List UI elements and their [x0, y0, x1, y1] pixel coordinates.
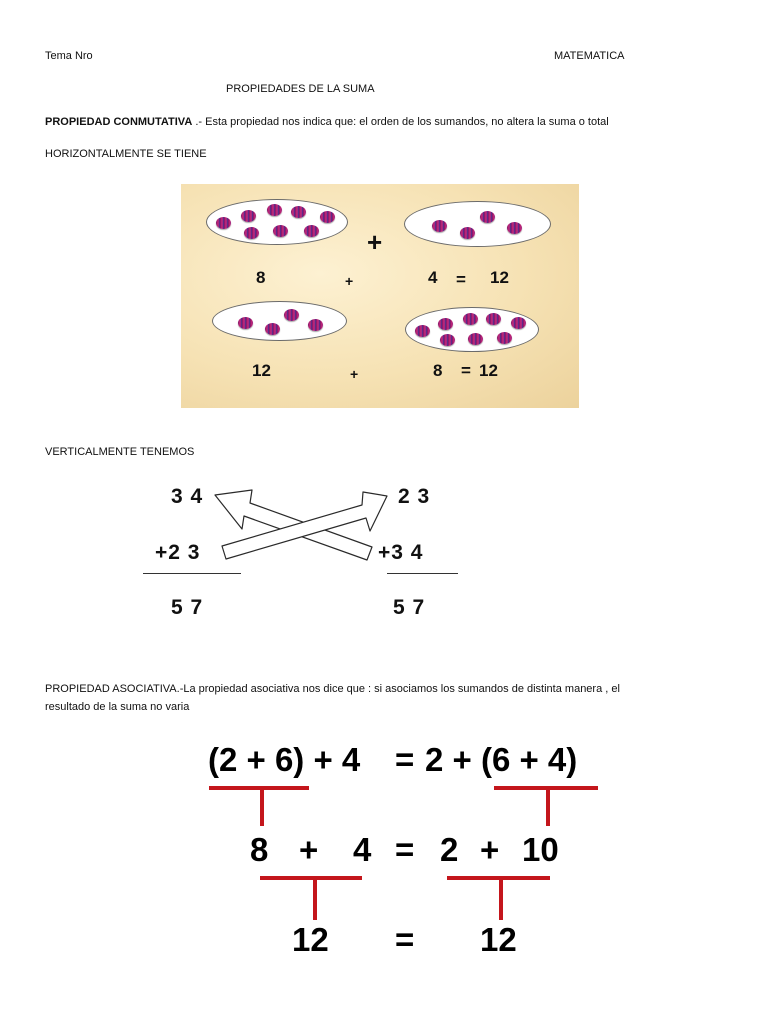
bracket-right-top-stem — [546, 786, 550, 826]
tema-label: Tema Nro — [45, 50, 93, 62]
page-title: PROPIEDADES DE LA SUMA — [226, 83, 375, 95]
right-bottom-number: +3 4 — [378, 541, 424, 564]
assoc-equals-2: = — [395, 831, 415, 868]
row2-b: 8 — [433, 361, 443, 380]
right-result: 5 7 — [393, 596, 426, 619]
assoc-result-right: 12 — [480, 921, 517, 958]
conmutativa-text: .- Esta propiedad nos indica que: el orden de los sumandos, no altera la suma o total — [192, 116, 609, 128]
asociativa-label: PROPIEDAD ASOCIATIVA. — [45, 683, 180, 695]
row1-eq: = — [456, 270, 466, 289]
assoc-left-expression: (2 + 6) + 4 — [208, 741, 361, 778]
subject-label: MATEMATICA — [554, 50, 625, 62]
assoc-4: 4 — [353, 831, 372, 868]
assoc-equals-3: = — [395, 921, 415, 958]
assoc-plus-2: + — [480, 831, 500, 868]
horizontal-heading: HORIZONTALMENTE SE TIENE — [45, 148, 207, 160]
left-sum-line — [143, 573, 241, 574]
asociativa-line1 — [45, 681, 620, 697]
right-top-number: 2 3 — [398, 485, 431, 508]
asociativa-text: -La propiedad asociativa nos dice que : si asociamos los sumandos de distinta manera , el — [179, 683, 620, 695]
left-top-number: 3 4 — [171, 485, 204, 508]
conmutativa-label: PROPIEDAD CONMUTATIVA — [45, 116, 193, 128]
assoc-2: 2 — [440, 831, 459, 868]
bracket-right-bottom-stem — [499, 876, 503, 920]
bracket-left-top-bar — [209, 786, 309, 790]
row1-b: 4 — [428, 268, 438, 287]
big-plus-sign: + — [367, 227, 383, 257]
assoc-result-left: 12 — [292, 921, 329, 958]
assoc-right-expression: 2 + (6 + 4) — [425, 741, 578, 778]
assoc-10: 10 — [522, 831, 559, 868]
left-result: 5 7 — [171, 596, 204, 619]
row2-eq: = — [461, 361, 471, 380]
row1-result: 12 — [490, 268, 509, 287]
assoc-equals-1: = — [395, 741, 415, 778]
bracket-left-bottom-stem — [313, 876, 317, 920]
row1-plus: + — [345, 273, 354, 289]
bracket-left-bottom-bar — [260, 876, 362, 880]
row2-plus: + — [350, 366, 359, 382]
left-bottom-number: +2 3 — [155, 541, 201, 564]
row1-a: 8 — [256, 268, 266, 287]
row2-a: 12 — [252, 361, 271, 380]
assoc-8: 8 — [250, 831, 269, 868]
row2-result: 12 — [479, 361, 498, 380]
bracket-left-top-stem — [260, 786, 264, 826]
asociativa-line2: resultado de la suma no varia — [45, 701, 190, 713]
right-sum-line — [387, 573, 458, 574]
assoc-plus-1: + — [299, 831, 319, 868]
vertical-heading: VERTICALMENTE TENEMOS — [45, 446, 195, 458]
